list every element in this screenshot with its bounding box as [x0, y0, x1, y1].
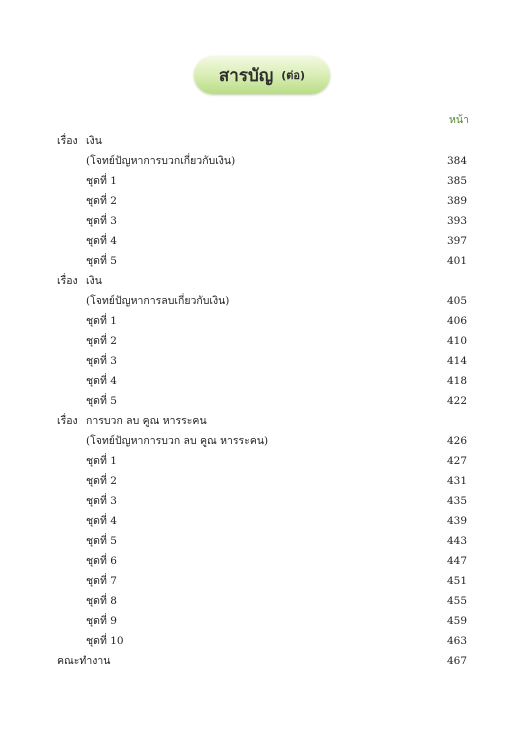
- toc-entry-label: ชุดที่ 6: [86, 555, 117, 567]
- toc-entry-label: ชุดที่ 10: [86, 635, 124, 647]
- page-column-header: หน้า: [449, 114, 469, 126]
- toc-entry-label: ชุดที่ 8: [86, 595, 117, 607]
- toc-entry-label: ชุดที่ 1: [86, 315, 117, 327]
- toc-page-number: 447: [446, 555, 467, 567]
- toc-entry-row: [0, 311, 524, 331]
- toc-section-row: [0, 651, 524, 671]
- toc-entry-row: [0, 511, 524, 531]
- toc-entry-label: (โจทย์ปัญหาการบวก ลบ คูณ หารระคน): [86, 435, 269, 447]
- toc-entry-label: ชุดที่ 2: [86, 475, 117, 487]
- toc-page-number: 406: [446, 315, 467, 327]
- toc-entry-label: (โจทย์ปัญหาการบวกเกี่ยวกับเงิน): [86, 155, 236, 167]
- page-title-continued: (ต่อ): [281, 69, 306, 82]
- toc-section-row: [0, 131, 524, 151]
- toc-entry-row: [0, 591, 524, 611]
- toc-entry-label: ชุดที่ 3: [86, 355, 117, 367]
- toc-page-number: 414: [446, 355, 467, 367]
- toc-entry-row: [0, 391, 524, 411]
- toc-entry-row: [0, 231, 524, 251]
- toc-page-number: 455: [446, 595, 467, 607]
- toc-section-prefix: เรื่อง: [57, 135, 78, 147]
- toc-entry-label: การบวก ลบ คูณ หารระคน: [86, 415, 207, 427]
- toc-entry-label: ชุดที่ 4: [86, 375, 117, 387]
- toc-page-number: 384: [446, 155, 467, 167]
- toc-page-number: 397: [446, 235, 467, 247]
- toc-page-number: 389: [446, 195, 467, 207]
- toc-entry-row: [0, 331, 524, 351]
- toc-page-number: 467: [446, 655, 467, 667]
- toc-entry-label: ชุดที่ 2: [86, 195, 117, 207]
- toc-page-number: 431: [446, 475, 467, 487]
- toc-page-number: 393: [446, 215, 467, 227]
- toc-entry-row: [0, 531, 524, 551]
- toc-entry-label: ชุดที่ 3: [86, 215, 117, 227]
- toc-page-number: 463: [446, 635, 467, 647]
- toc-entry-row: [0, 551, 524, 571]
- toc-entry-row: [0, 571, 524, 591]
- toc-entry-row: [0, 211, 524, 231]
- toc-page-number: 405: [446, 295, 467, 307]
- toc-entry-row: [0, 291, 524, 311]
- toc-entry-label: ชุดที่ 9: [86, 615, 117, 627]
- toc-entry-label: เงิน: [86, 135, 102, 147]
- toc-entry-row: [0, 351, 524, 371]
- toc-section-row: [0, 271, 524, 291]
- toc-entry-label: ชุดที่ 7: [86, 575, 117, 587]
- toc-entry-label: ชุดที่ 1: [86, 175, 117, 187]
- toc-entry-label: ชุดที่ 2: [86, 335, 117, 347]
- toc-entry-row: [0, 371, 524, 391]
- toc-entry-label: ชุดที่ 1: [86, 455, 117, 467]
- toc-entry-row: [0, 251, 524, 271]
- toc-entry-row: [0, 611, 524, 631]
- toc-page-number: 422: [446, 395, 467, 407]
- toc-page-number: 451: [446, 575, 467, 587]
- toc-entry-label: ชุดที่ 4: [86, 235, 117, 247]
- toc-entry-label: เงิน: [86, 275, 102, 287]
- toc-page-number: 439: [446, 515, 467, 527]
- toc-section-row: [0, 411, 524, 431]
- toc-page-number: 443: [446, 535, 467, 547]
- toc-entry-label: คณะทำงาน: [57, 655, 111, 667]
- toc-section-prefix: เรื่อง: [57, 275, 78, 287]
- toc-entry-label: ชุดที่ 5: [86, 535, 117, 547]
- toc-entry-row: [0, 491, 524, 511]
- toc-entry-label: (โจทย์ปัญหาการลบเกี่ยวกับเงิน): [86, 295, 230, 307]
- toc-entry-row: [0, 631, 524, 651]
- toc-page-number: 426: [446, 435, 467, 447]
- page-title: สารบัญ: [218, 65, 274, 86]
- toc-entry-label: ชุดที่ 5: [86, 395, 117, 407]
- toc-section-prefix: เรื่อง: [57, 415, 78, 427]
- toc-entry-row: [0, 151, 524, 171]
- toc-entry-row: [0, 451, 524, 471]
- toc-page-number: 410: [446, 335, 467, 347]
- toc-entry-label: ชุดที่ 4: [86, 515, 117, 527]
- toc-page-number: 418: [446, 375, 467, 387]
- toc-entry-row: [0, 171, 524, 191]
- toc-entry-label: ชุดที่ 5: [86, 255, 117, 267]
- toc-entry-row: [0, 471, 524, 491]
- toc-page-number: 427: [446, 455, 467, 467]
- toc-entry-row: [0, 191, 524, 211]
- toc-page-number: 385: [446, 175, 467, 187]
- toc-page-number: 401: [446, 255, 467, 267]
- toc-entry-label: ชุดที่ 3: [86, 495, 117, 507]
- toc-page-number: 459: [446, 615, 467, 627]
- toc-title-badge: [194, 56, 330, 94]
- toc-entry-row: [0, 431, 524, 451]
- toc-page-number: 435: [446, 495, 467, 507]
